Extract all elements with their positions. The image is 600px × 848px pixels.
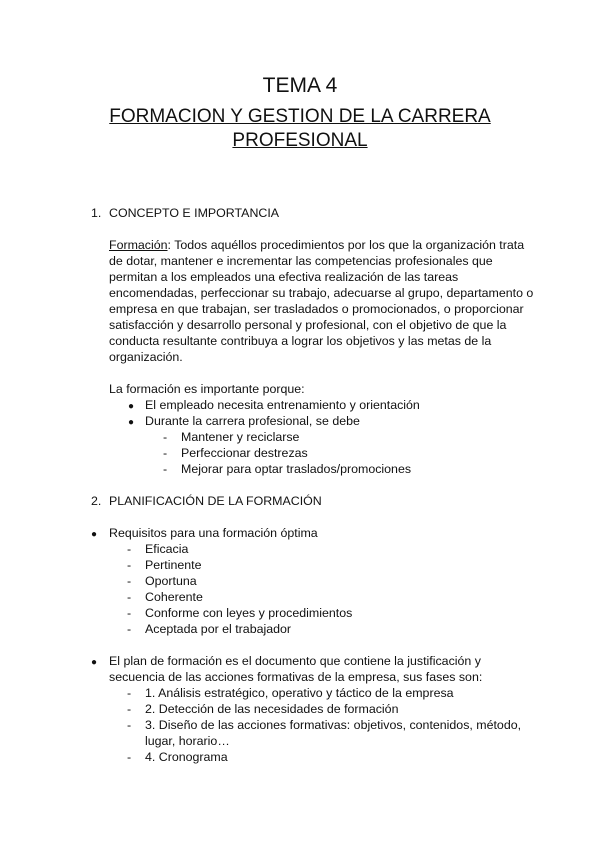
dash-icon: -	[127, 606, 132, 620]
list-item: El empleado necesita entrenamiento y orientación	[145, 398, 420, 412]
bullet-icon: ●	[91, 657, 98, 668]
phase-item: 2. Detección de las necesidades de formación	[145, 702, 399, 716]
dash-icon: -	[127, 590, 132, 604]
bullet-icon: ●	[91, 529, 98, 540]
phase-item: 1. Análisis estratégico, operativo y táctico de la empresa	[145, 686, 454, 700]
definition-line: organización.	[109, 350, 183, 364]
requirement-item: Pertinente	[145, 558, 202, 572]
definition-line: permitan a los empleados una efectiva realización de las tareas	[109, 270, 459, 284]
phase-item-continuation: lugar, horario…	[145, 734, 230, 748]
dash-icon: -	[163, 462, 168, 476]
sub-list-item: Mejorar para optar traslados/promociones	[181, 462, 412, 476]
requirement-item: Eficacia	[145, 542, 189, 556]
dash-icon: -	[127, 750, 132, 764]
dash-icon: -	[163, 446, 168, 460]
bullet-icon: ●	[128, 417, 135, 428]
page-subtitle: FORMACION Y GESTION DE LA CARRERA PROFESIONAL	[109, 106, 491, 151]
section-1-number: 1.	[91, 206, 102, 220]
dash-icon: -	[127, 702, 132, 716]
bullet-icon: ●	[128, 401, 135, 412]
dash-icon: -	[127, 686, 132, 700]
definition-line: encomendadas, perfeccionar su trabajo, adecuarse al grupo, departamento o	[109, 286, 534, 300]
list-item: Durante la carrera profesional, se debe	[145, 414, 360, 428]
dash-icon: -	[163, 430, 168, 444]
list-item: Requisitos para una formación óptima	[109, 526, 318, 540]
definition-paragraph	[109, 237, 533, 365]
definition-line: : Todos aquéllos procedimientos por los que la organización trata	[167, 238, 525, 252]
section-1-heading: CONCEPTO E IMPORTANCIA	[109, 206, 280, 220]
dash-icon: -	[127, 542, 132, 556]
requirement-item: Conforme con leyes y procedimientos	[145, 606, 353, 620]
requirement-item: Oportuna	[145, 574, 197, 588]
sub-list-item: Mantener y reciclarse	[181, 430, 300, 444]
list-item: El plan de formación es el documento que contiene la justificación y	[109, 654, 481, 668]
requirement-item: Coherente	[145, 590, 203, 604]
sub-list-item: Perfeccionar destrezas	[181, 446, 308, 460]
importance-intro: La formación es importante porque:	[109, 382, 305, 396]
definition-line: conducta resultante contribuya a lograr los objetivos y las metas de la	[109, 334, 492, 348]
dash-icon: -	[127, 718, 132, 732]
section-2-heading: PLANIFICACIÓN DE LA FORMACIÓN	[109, 494, 322, 508]
definition-line: empresa en que trabajan, ser trasladados o promocionados, o proporcionar	[109, 302, 524, 316]
phase-item: 4. Cronograma	[145, 750, 228, 764]
dash-icon: -	[127, 558, 132, 572]
definition-line: de dotar, mantener e incrementar las competencias profesionales que	[109, 254, 493, 268]
definition-line: satisfacción y desarrollo personal y profesional, con el objetivo de que la	[109, 318, 507, 332]
dash-icon: -	[127, 574, 132, 588]
list-item-continuation: secuencia de las acciones formativas de la empresa, sus fases son:	[109, 670, 483, 684]
phase-item: 3. Diseño de las acciones formativas: objetivos, contenidos, método,	[145, 718, 522, 732]
dash-icon: -	[127, 622, 132, 636]
requirement-item: Aceptada por el trabajador	[145, 622, 292, 636]
section-2-number: 2.	[91, 494, 102, 508]
definition-term: Formación	[109, 238, 168, 252]
page-title: TEMA 4	[262, 74, 338, 97]
